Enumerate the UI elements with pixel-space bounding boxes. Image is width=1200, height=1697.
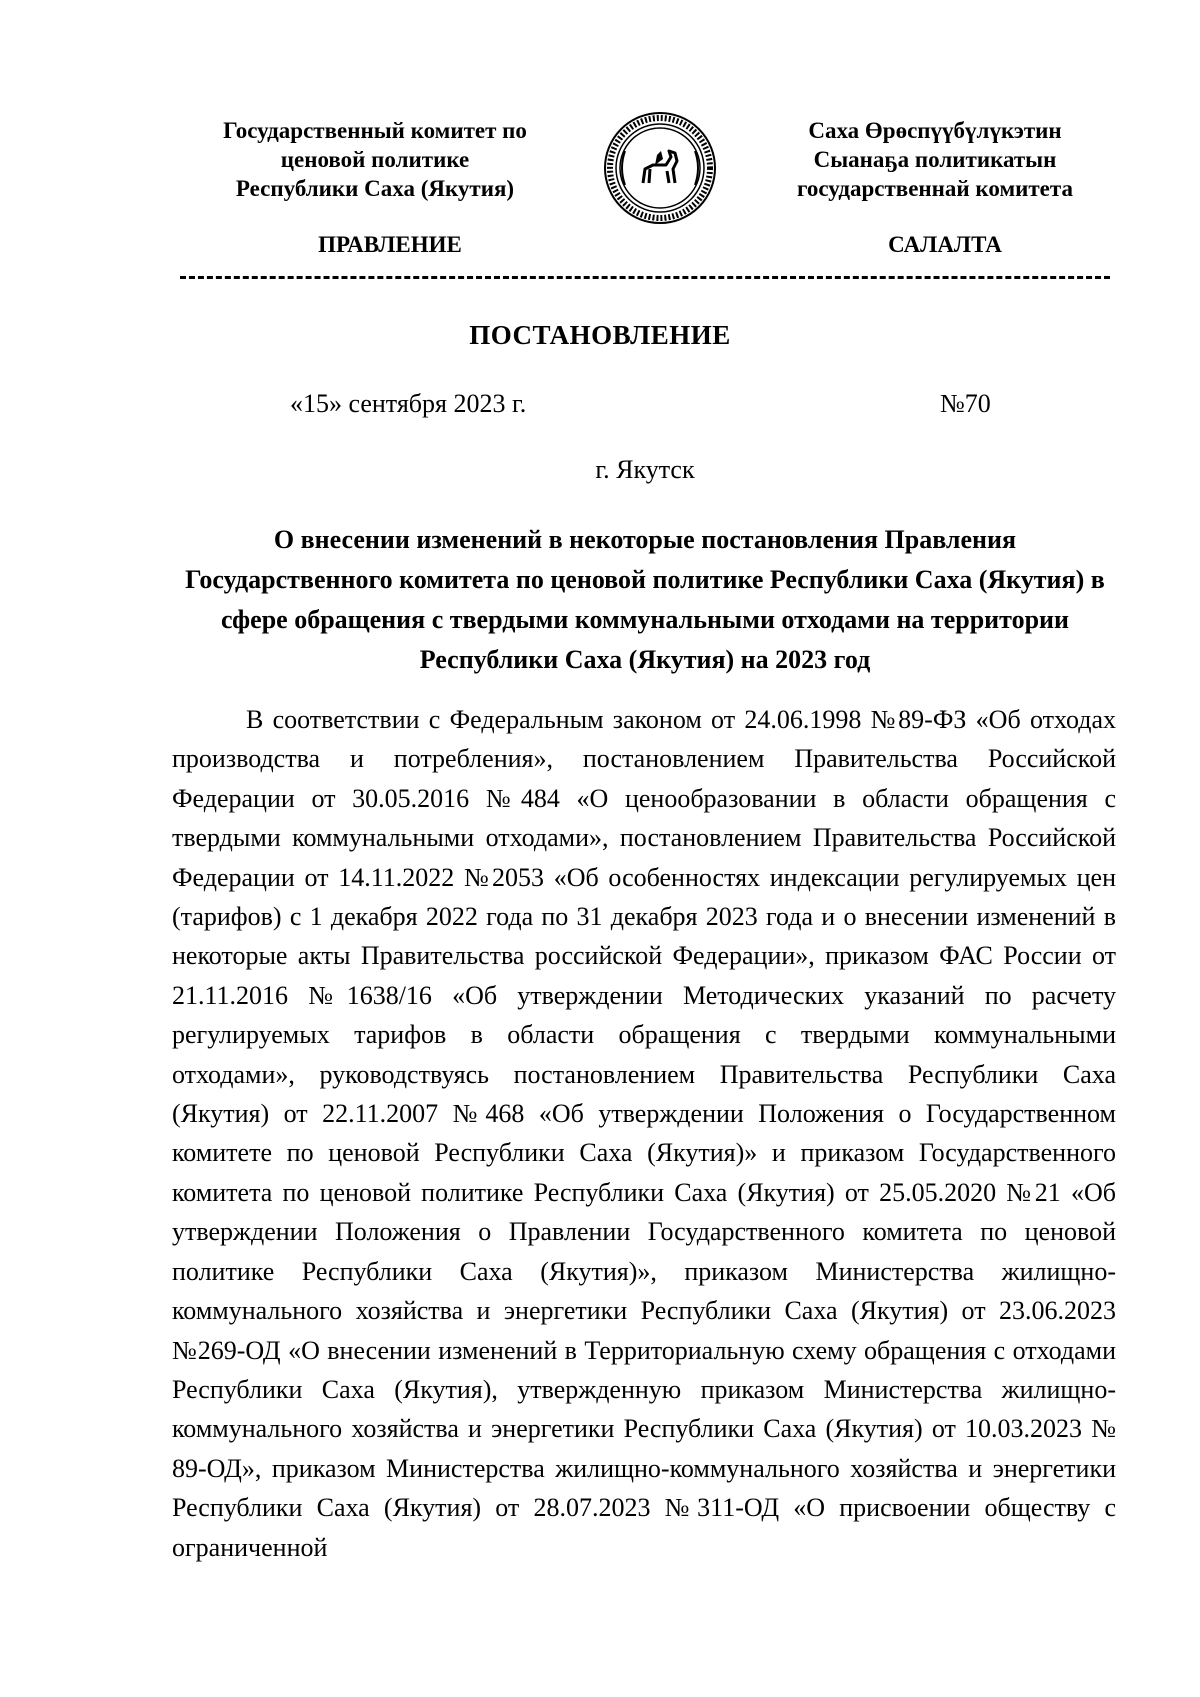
document-number: №70	[940, 389, 991, 418]
committee-name-russian	[185, 116, 565, 203]
committee-name-line: государственнай комитета	[797, 176, 1073, 201]
committee-name-line: Государственный комитет по	[223, 118, 527, 143]
board-label-sakha: САЛАЛТА	[888, 232, 1002, 257]
committee-name-line: ценовой политике	[280, 147, 470, 172]
header-divider	[180, 276, 1110, 279]
committee-name-sakha	[755, 116, 1115, 203]
republic-emblem-icon	[603, 111, 717, 225]
board-label-russian: ПРАВЛЕНИЕ	[318, 232, 462, 257]
committee-name-line: Сыанаҕа политикатын	[813, 147, 1057, 172]
document-date: «15» сентября 2023 г.	[290, 389, 527, 418]
document-body: В соответствии с Федеральным законом от 24.06.1998 №89-ФЗ «Об отходах производства и потребления», постановлением Правительства Российской Федерации от 30.05.2016 №484 «О ценообразовании в области обращения с твердыми коммунальными отходами», постановлением Правительства Российской Федерации от 14.11.2022 №2053 «Об особенностях индексации регулируемых цен (тарифов) с 1 декабря 2022 года по 31 декабря 2023 года и о внесении изменений в некоторые акты Правительства российской Федерации», приказом ФАС России от 21.11.2016 №1638/16 «Об утверждении Методических указаний по расчету регулируемых тарифов в области обращения с твердыми коммунальными отходами», руководствуясь постановлением Правительства Республики Саха (Якутия) от 22.11.2007 №468 «Об утверждении Положения о Государственном комитете по ценовой Республики Саха (Якутия)» и приказом Государственного комитета по ценовой политике Республики Саха (Якутия) от 25.05.2020 №21 «Об утверждении Положения о Правлении Государственного комитета по ценовой политике Республики Саха (Якутия)», приказом Министерства жилищно-коммунального хозяйства и энергетики Республики Саха (Якутия) от 23.06.2023 №269-ОД «О внесении изменений в Территориальную схему обращения с отходами Республики Саха (Якутия), утвержденную приказом Министерства жилищно-коммунального хозяйства и энергетики Республики Саха (Якутия) от 10.03.2023 № 89-ОД», приказом Министерства жилищно-коммунального хозяйства и энергетики Республики Саха (Якутия) от 28.07.2023 №311-ОД «О присвоении обществу с ограниченной	[172, 705, 1116, 1562]
document-city: г. Якутск	[595, 455, 695, 484]
document-type: ПОСТАНОВЛЕНИЕ	[469, 320, 731, 350]
document-title: О внесении изменений в некоторые постановления Правления Государственного комитета по ценовой политике Республики Саха (Якутия) в сфере обращения с твердыми коммунальными отходами на территории Республики Саха (Якутия) на 2023 год	[185, 525, 1105, 674]
committee-name-line: Республики Саха (Якутия)	[235, 176, 515, 201]
committee-name-line: Саха Өрөспүүбүлүкэтин	[808, 118, 1062, 143]
